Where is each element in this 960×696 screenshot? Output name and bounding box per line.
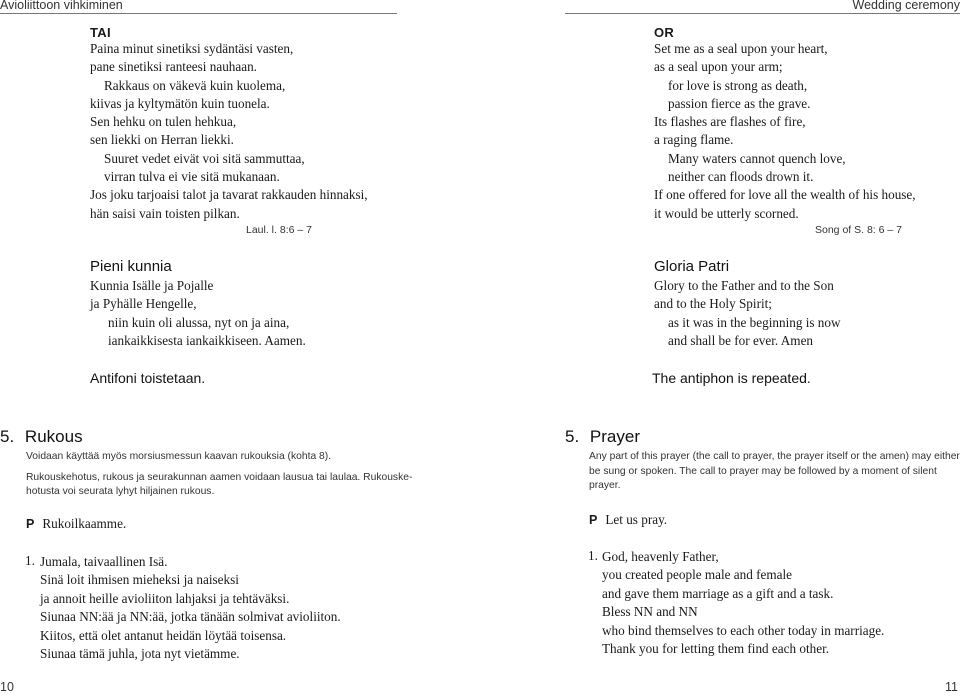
verse-line: If one offered for love all the wealth of his house, (654, 187, 916, 203)
verse-line: it would be utterly scorned. (654, 205, 799, 221)
section-number: 5. (0, 427, 15, 446)
gloria-line: ja Pyhälle Hengelle, (90, 296, 197, 312)
running-header-left: Avioliittoon vihkiminen (0, 0, 123, 12)
scripture-reference: Laul. l. 8:6 – 7 (246, 224, 312, 236)
section-number: 5. (565, 427, 580, 446)
rubric-line: hotusta voi seurata lyhyt hiljainen rukous. (26, 486, 215, 497)
pastor-label: P (26, 517, 35, 531)
prayer-line: Thank you for letting them find each other. (602, 641, 830, 657)
prayer-number: 1. (25, 553, 35, 568)
verse-line: for love is strong as death, (668, 77, 808, 93)
verse-line: sen liekki on Herran liekki. (90, 132, 234, 148)
gloria-title: Pieni kunnia (90, 258, 172, 275)
verse-line: Rakkaus on väkevä kuin kuolema, (104, 77, 286, 93)
gloria-line: and shall be for ever. Amen (668, 332, 814, 348)
prayer-number: 1. (588, 548, 598, 563)
gloria-line: iankaikkisesta iankaikkiseen. Aamen. (108, 332, 306, 348)
gloria-line: as it was in the beginning is now (668, 314, 841, 330)
prayer-line: Siunaa tämä juhla, jota nyt vietämme. (40, 646, 240, 662)
prayer-line: ja annoit heille avioliiton lahjaksi ja tehtäväksi. (40, 590, 290, 606)
prayer-line: Sinä loit ihmisen mieheksi ja naiseksi (40, 572, 239, 588)
rubric-line: Voidaan käyttää myös morsiusmessun kaavan rukouksia (kohta 8). (26, 451, 332, 462)
antiphon-note: Antifoni toistetaan. (90, 370, 206, 386)
verse-line: Many waters cannot quench love, (668, 150, 846, 166)
verse-line: neither can floods drown it. (668, 169, 814, 185)
section-heading (0, 427, 83, 447)
call-text: Let us pray. (605, 512, 668, 527)
gloria-text-en (654, 277, 841, 350)
section-heading (565, 427, 640, 447)
rubric-line: be sung or spoken. The call to prayer may be followed by a moment of silent (589, 465, 937, 477)
rubric-line: Any part of this prayer (the call to prayer, the prayer itself or the amen) may either (589, 451, 960, 462)
section-title: Prayer (589, 427, 640, 446)
section-title: Rukous (24, 427, 83, 446)
verse-line: kiivas ja kyltymätön kuin tuonela. (90, 95, 270, 111)
verse-line: pane sinetiksi ranteesi nauhaan. (90, 59, 257, 75)
prayer-line: Jumala, taivaallinen Isä. (40, 554, 168, 569)
gloria-line: niin kuin oli alussa, nyt on ja aina, (108, 314, 290, 330)
rubric-notes (26, 450, 412, 500)
scripture-reference: Song of S. 8: 6 – 7 (815, 224, 902, 236)
gloria-line: and to the Holy Spirit; (654, 296, 772, 312)
verse-line: Its flashes are flashes of fire, (654, 114, 806, 130)
running-header-right: Wedding ceremony (852, 0, 960, 12)
verse-line: as a seal upon your arm; (654, 59, 783, 75)
alt-label-or: OR (654, 25, 675, 40)
prayer-line: Bless NN and NN (602, 604, 698, 620)
song-verse-fi (90, 40, 368, 223)
call-to-prayer (589, 512, 667, 528)
page-number-left: 10 (0, 680, 14, 694)
header-rule-left (0, 13, 397, 14)
rubric-line: Rukouskehotus, rukous ja seurakunnan aamen voidaan lausua tai laulaa. Rukouske- (26, 471, 413, 483)
prayer-text-fi (40, 553, 341, 663)
gloria-line: Glory to the Father and to the Son (654, 278, 834, 293)
verse-line: Set me as a seal upon your heart, (654, 41, 828, 56)
rubric-line: prayer. (589, 480, 621, 491)
verse-line: hän saisi vain toisten pilkan. (90, 205, 240, 221)
prayer-line: you created people male and female (602, 567, 793, 583)
call-text: Rukoilkaamme. (42, 516, 127, 531)
verse-line: Jos joku tarjoaisi talot ja tavarat rakkauden hinnaksi, (90, 187, 368, 203)
prayer-line: God, heavenly Father, (602, 549, 719, 564)
header-rule-right (565, 13, 960, 14)
verse-line: virran tulva ei vie sitä mukanaan. (104, 169, 280, 185)
antiphon-note: The antiphon is repeated. (652, 370, 811, 386)
song-verse-en (654, 40, 916, 223)
pastor-label: P (589, 513, 598, 527)
verse-line: a raging flame. (654, 132, 734, 148)
alt-label-tai: TAI (90, 25, 111, 40)
gloria-text-fi (90, 277, 306, 350)
rubric-notes (589, 450, 960, 494)
verse-line: Suuret vedet eivät voi sitä sammuttaa, (104, 150, 305, 166)
prayer-line: and gave them marriage as a gift and a task. (602, 585, 834, 601)
prayer-line: Kiitos, että olet antanut heidän löytää toisensa. (40, 627, 287, 643)
prayer-text-en (602, 548, 884, 658)
verse-line: Sen hehku on tulen hehkua, (90, 114, 237, 130)
prayer-line: who bind themselves to each other today in marriage. (602, 622, 885, 638)
gloria-title: Gloria Patri (654, 258, 730, 275)
verse-line: Paina minut sinetiksi sydäntäsi vasten, (90, 41, 294, 56)
page-number-right: 11 (945, 680, 958, 694)
verse-line: passion fierce as the grave. (668, 95, 811, 111)
gloria-line: Kunnia Isälle ja Pojalle (90, 278, 214, 293)
prayer-line: Siunaa NN:ää ja NN:ää, jotka tänään solmivat avioliiton. (40, 609, 341, 625)
call-to-prayer (26, 516, 126, 532)
